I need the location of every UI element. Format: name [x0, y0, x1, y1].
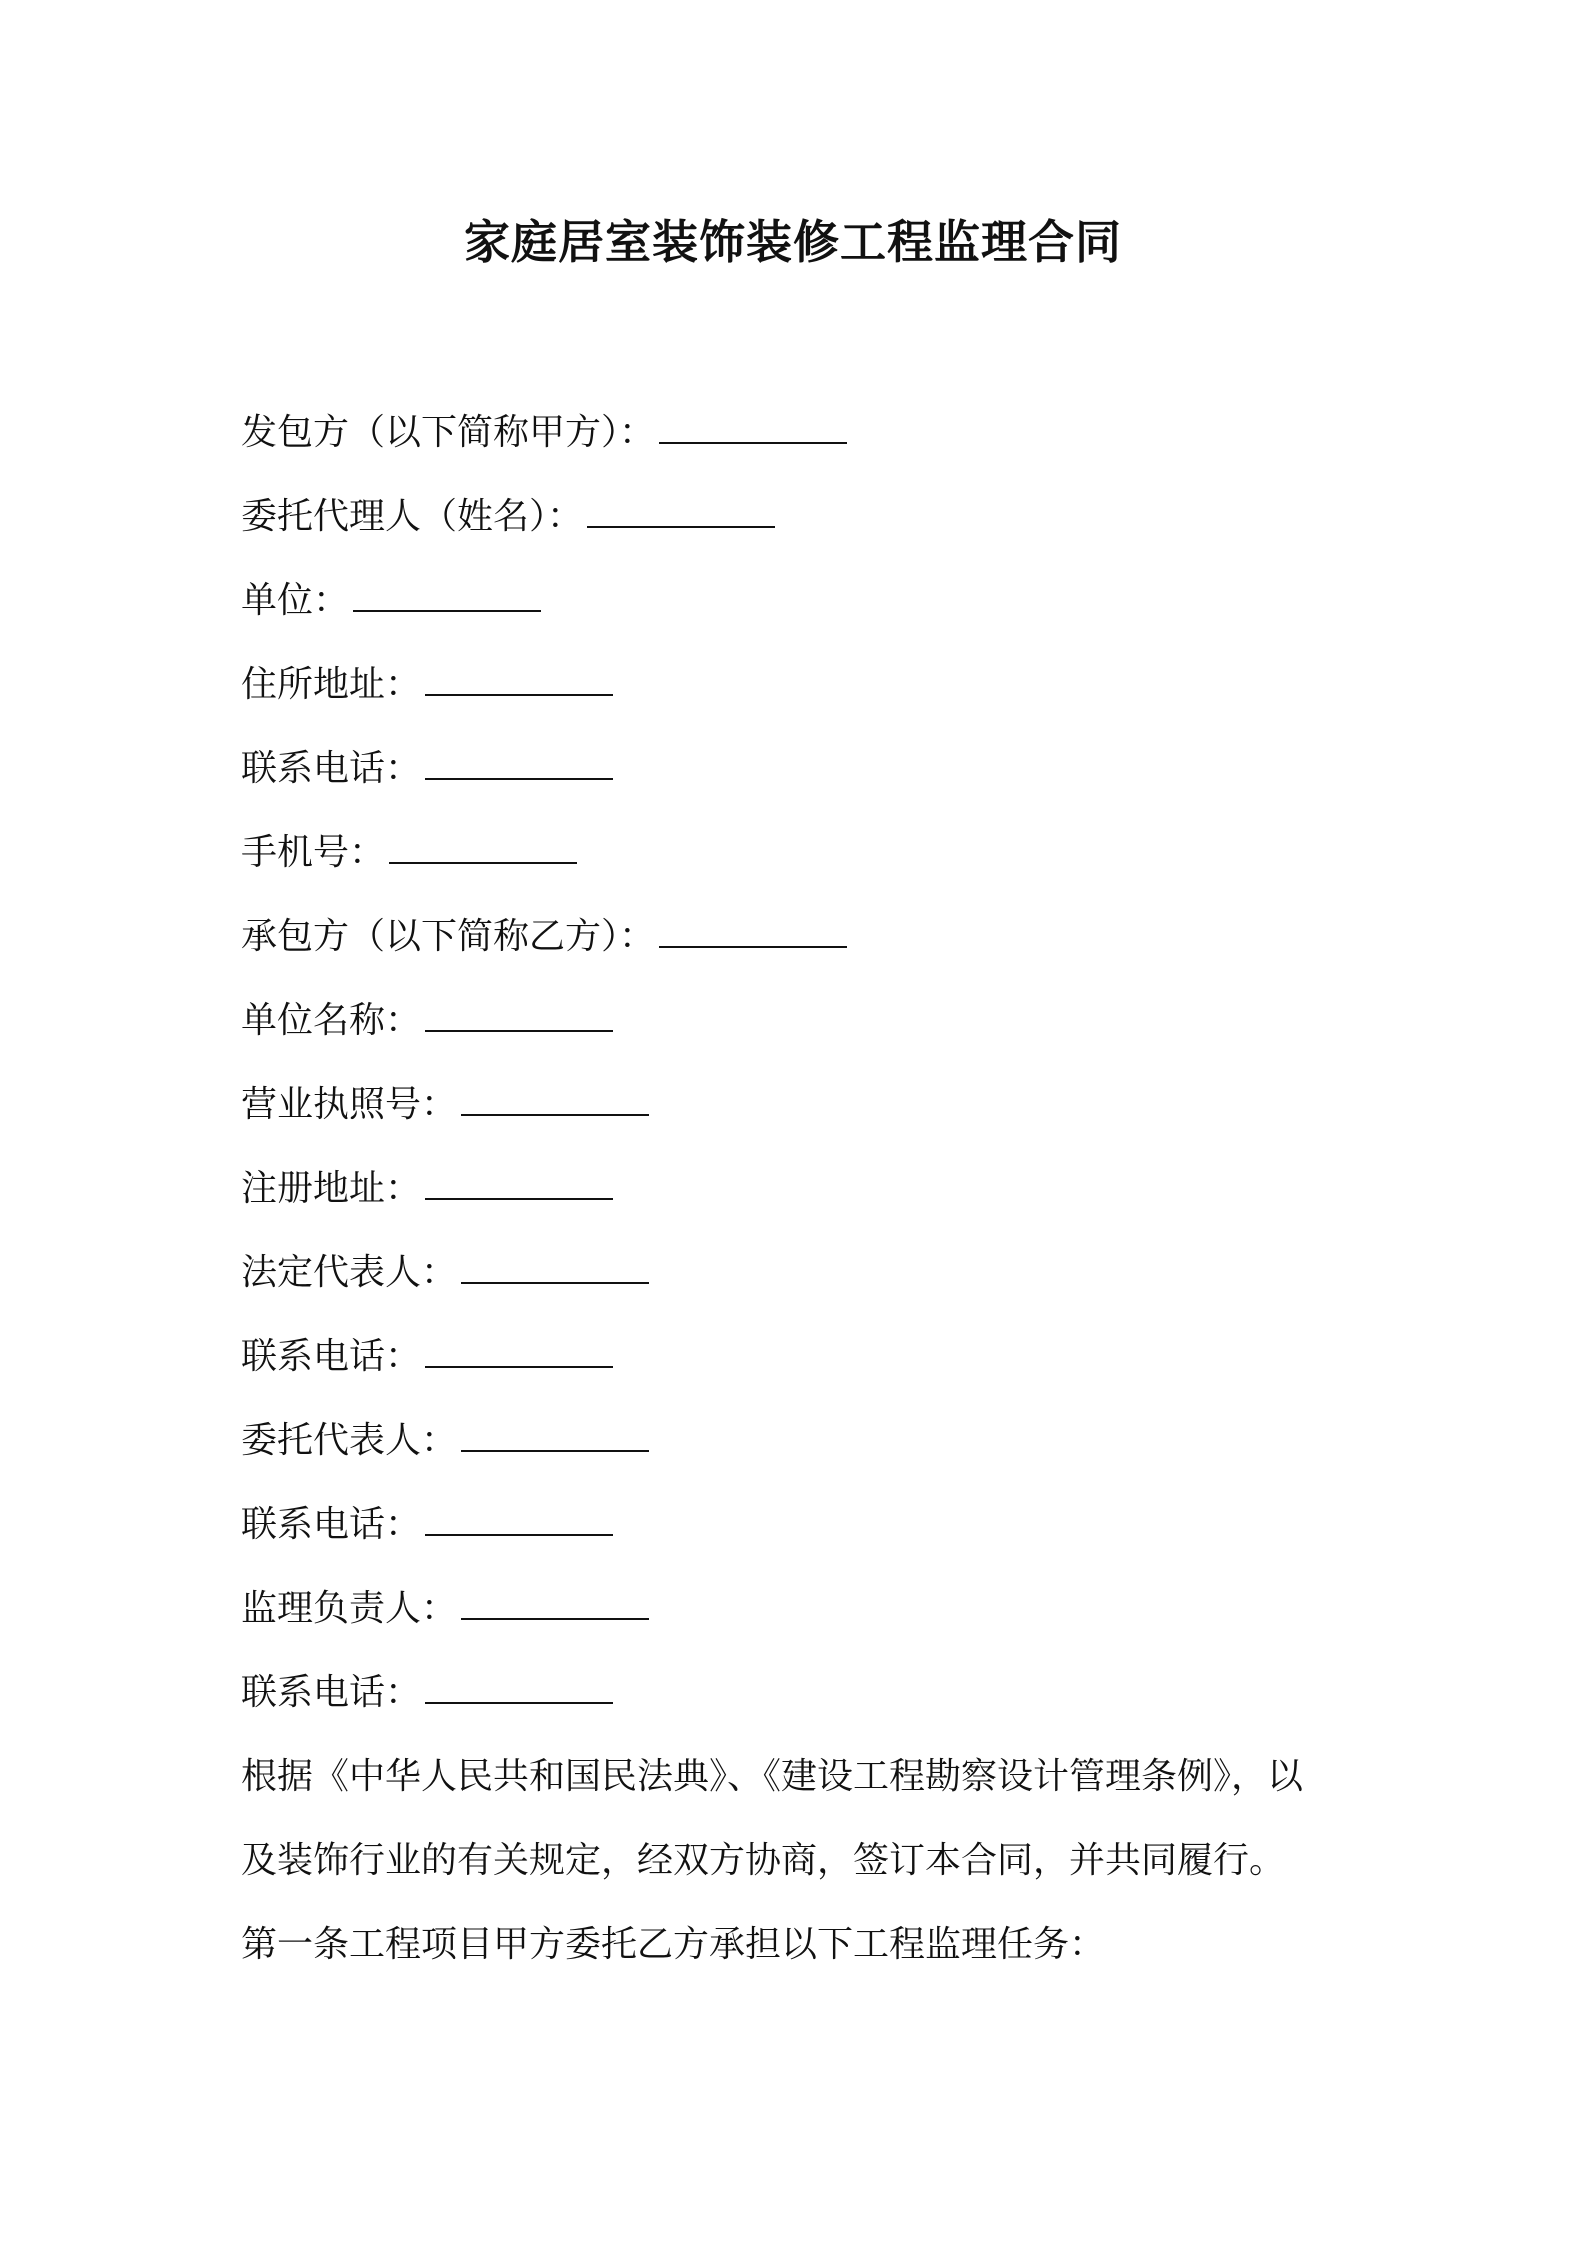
preamble-line-2: 及装饰行业的有关规定，经双方协商，签订本合同，并共同履行。	[241, 1840, 1286, 1881]
fill-blank[interactable]	[425, 1672, 613, 1704]
fill-blank[interactable]	[659, 916, 847, 948]
article-1-heading: 第一条工程项目甲方委托乙方承担以下工程监理任务：	[241, 1924, 1106, 1965]
field-row-unit	[241, 576, 1361, 660]
field-label: 单位：	[241, 580, 350, 621]
field-label: 联系电话：	[241, 748, 422, 789]
fill-blank[interactable]	[461, 1252, 649, 1284]
field-label: 住所地址：	[241, 664, 422, 705]
fill-blank[interactable]	[425, 664, 613, 696]
fill-blank[interactable]	[425, 1504, 613, 1536]
field-row-company-name	[241, 996, 1361, 1080]
field-label: 联系电话：	[241, 1504, 422, 1545]
field-label: 委托代表人：	[241, 1420, 458, 1461]
fill-blank[interactable]	[461, 1084, 649, 1116]
field-label: 联系电话：	[241, 1672, 422, 1713]
field-label: 发包方（以下简称甲方）：	[241, 412, 656, 453]
fill-blank[interactable]	[425, 1000, 613, 1032]
field-row-party-b	[241, 912, 1361, 996]
fill-blank[interactable]	[425, 748, 613, 780]
fill-blank[interactable]	[659, 412, 847, 444]
field-row-party-a	[241, 408, 1361, 492]
fill-blank[interactable]	[587, 496, 775, 528]
field-row-phone-2	[241, 1332, 1361, 1416]
field-label: 监理负责人：	[241, 1588, 458, 1629]
fill-blank[interactable]	[389, 832, 577, 864]
field-label: 联系电话：	[241, 1336, 422, 1377]
field-label: 委托代理人（姓名）：	[241, 496, 584, 537]
field-label: 单位名称：	[241, 1000, 422, 1041]
field-row-registered-address	[241, 1164, 1361, 1248]
field-row-phone-3	[241, 1500, 1361, 1584]
field-label: 手机号：	[241, 832, 386, 873]
fill-blank[interactable]	[461, 1588, 649, 1620]
field-row-agent	[241, 492, 1361, 576]
field-label: 法定代表人：	[241, 1252, 458, 1293]
field-row-phone	[241, 744, 1361, 828]
field-row-address	[241, 660, 1361, 744]
document-title: 家庭居室装饰装修工程监理合同	[464, 215, 1122, 269]
field-row-legal-rep	[241, 1248, 1361, 1332]
fill-blank[interactable]	[461, 1420, 649, 1452]
fill-blank[interactable]	[353, 580, 541, 612]
fill-blank[interactable]	[425, 1336, 613, 1368]
field-label: 承包方（以下简称乙方）：	[241, 916, 656, 957]
field-row-license	[241, 1080, 1361, 1164]
field-row-supervisor	[241, 1584, 1361, 1668]
party-fields	[241, 408, 1361, 1752]
field-label: 营业执照号：	[241, 1084, 458, 1125]
fill-blank[interactable]	[425, 1168, 613, 1200]
field-row-delegate	[241, 1416, 1361, 1500]
field-row-phone-4	[241, 1668, 1361, 1752]
preamble-line-1: 根据《中华人民共和国民法典》、《建设工程勘察设计管理条例》，以	[241, 1756, 1304, 1797]
field-row-mobile	[241, 828, 1361, 912]
field-label: 注册地址：	[241, 1168, 422, 1209]
